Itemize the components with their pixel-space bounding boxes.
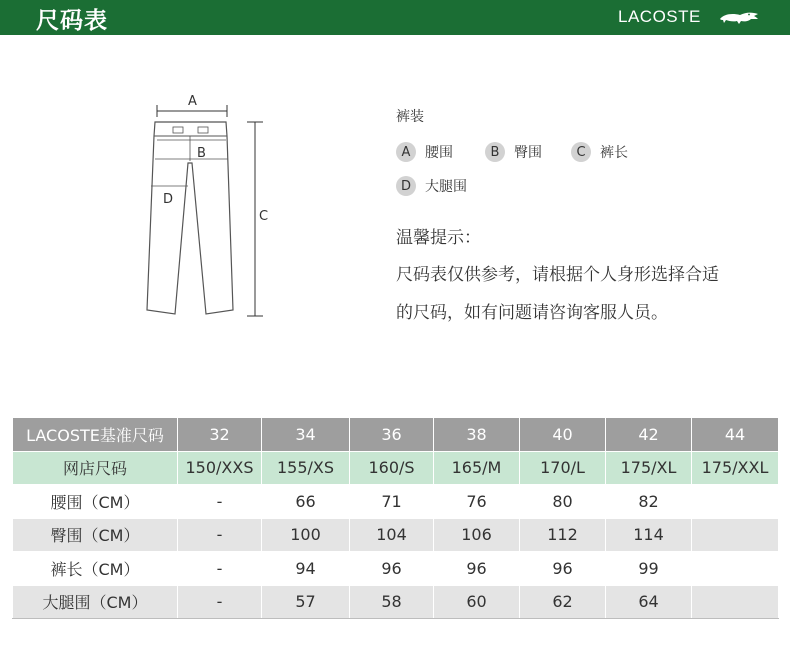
table-cell: 62 (520, 585, 606, 619)
legend-label: 裤长 (600, 145, 628, 161)
table-cell: 104 (350, 518, 434, 552)
table-cell: 96 (520, 552, 606, 586)
legend-badge: B (485, 142, 505, 162)
legend-badge: A (396, 142, 416, 162)
table-cell: 175/XXL (692, 451, 779, 485)
table-cell: 71 (350, 485, 434, 519)
table-header-cell: 36 (350, 418, 434, 452)
table-cell: 165/M (434, 451, 520, 485)
legend-label: 大腿围 (425, 179, 467, 195)
legend-item-hip (485, 142, 542, 162)
table-cell: 臀围（CM） (13, 518, 178, 552)
table-cell: 58 (350, 585, 434, 619)
table-cell: 94 (262, 552, 350, 586)
dimension-a-label: A (188, 94, 197, 109)
table-cell: 100 (262, 518, 350, 552)
table-header-cell: 44 (692, 418, 779, 452)
table-header-cell: 38 (434, 418, 520, 452)
table-cell (692, 518, 779, 552)
legend-heading: 裤装 (396, 109, 424, 125)
table-row-thigh (13, 585, 779, 619)
legend-label: 腰围 (425, 145, 453, 161)
table-cell: 57 (262, 585, 350, 619)
legend-badge: C (571, 142, 591, 162)
legend-item-length (571, 142, 628, 162)
table-cell: 112 (520, 518, 606, 552)
table-cell: 170/L (520, 451, 606, 485)
table-cell (692, 552, 779, 586)
crocodile-logo-icon (718, 8, 760, 28)
table-cell: 76 (434, 485, 520, 519)
header-bar (0, 0, 790, 35)
tip-line-2: 的尺码，如有问题请咨询客服人员。 (396, 303, 668, 323)
legend-badge: D (396, 176, 416, 196)
table-header-cell: LACOSTE基准尺码 (13, 418, 178, 452)
table-row-waist (13, 485, 779, 519)
table-cell: 80 (520, 485, 606, 519)
table-cell: 99 (606, 552, 692, 586)
table-cell: 96 (350, 552, 434, 586)
legend-label: 臀围 (514, 145, 542, 161)
dimension-c-label: C (259, 209, 269, 224)
table-row-hip (13, 518, 779, 552)
table-cell: 150/XXS (178, 451, 262, 485)
table-cell (692, 585, 779, 619)
table-cell: 网店尺码 (13, 451, 178, 485)
table-cell: 82 (606, 485, 692, 519)
table-header-cell: 32 (178, 418, 262, 452)
table-cell: 106 (434, 518, 520, 552)
table-cell: 腰围（CM） (13, 485, 178, 519)
table-cell: 160/S (350, 451, 434, 485)
size-table (12, 417, 779, 619)
tip-line-1: 尺码表仅供参考，请根据个人身形选择合适 (396, 265, 719, 285)
page-title: 尺码表 (36, 8, 108, 34)
legend-item-thigh (396, 176, 467, 196)
table-header-cell: 40 (520, 418, 606, 452)
dimension-b-label: B (197, 146, 206, 161)
table-header-cell: 34 (262, 418, 350, 452)
dimension-d-label: D (163, 192, 174, 207)
table-cell: 裤长（CM） (13, 552, 178, 586)
table-header-row (13, 418, 779, 452)
table-cell (692, 485, 779, 519)
tip-title: 温馨提示： (396, 228, 481, 248)
legend-item-waist (396, 142, 453, 162)
table-cell: 64 (606, 585, 692, 619)
table-cell: 66 (262, 485, 350, 519)
brand-logo-text: LACOSTE (618, 7, 701, 26)
table-cell: 96 (434, 552, 520, 586)
table-cell: 大腿围（CM） (13, 585, 178, 619)
table-cell: 114 (606, 518, 692, 552)
table-header-cell: 42 (606, 418, 692, 452)
pants-diagram (130, 85, 280, 325)
table-row-length (13, 552, 779, 586)
table-cell: - (178, 485, 262, 519)
table-cell: 60 (434, 585, 520, 619)
table-cell: - (178, 585, 262, 619)
table-cell: 155/XS (262, 451, 350, 485)
table-cell: - (178, 518, 262, 552)
table-cell: 175/XL (606, 451, 692, 485)
table-cell: - (178, 552, 262, 586)
shop-size-row (13, 451, 779, 485)
